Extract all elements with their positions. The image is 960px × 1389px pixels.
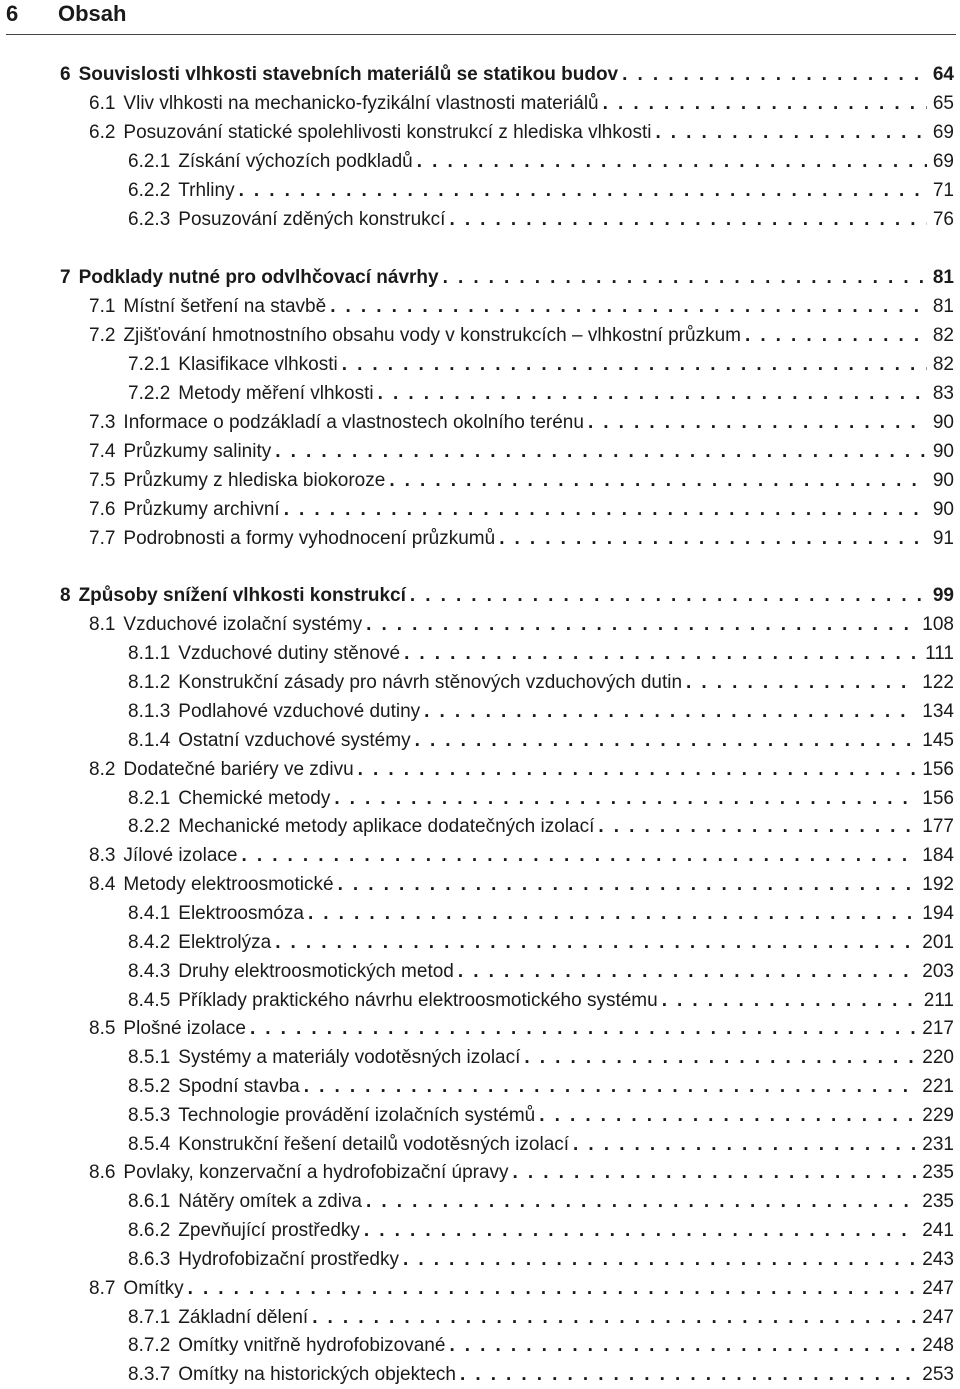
toc-chapter-entry[interactable]: [0, 264, 960, 292]
header-divider: [6, 34, 956, 35]
toc-entry-title: Vzduchové izolační systémy: [123, 614, 363, 635]
toc-entry-number: 7.2: [89, 325, 116, 346]
toc-entry-title: Získání výchozích podkladů: [178, 151, 413, 172]
toc-entry-page: 221: [922, 1076, 954, 1097]
toc-subsection-entry[interactable]: [0, 900, 960, 928]
toc-entry-title: Zjišťování hmotnostního obsahu vody v konstrukcích – vlhkostní průzkum: [123, 325, 741, 346]
toc-dot-leader: [358, 756, 917, 784]
toc-subsection-entry[interactable]: [0, 640, 960, 668]
toc-entry-number: 8.4.5: [128, 990, 171, 1011]
toc-section-entry[interactable]: [0, 467, 960, 495]
toc-section-entry[interactable]: [0, 1275, 960, 1303]
toc-entry-title: Vliv vlhkosti na mechanicko-fyzikální vlastnosti materiálů: [123, 93, 599, 114]
toc-entry-number: 7.4: [89, 441, 116, 462]
toc-entry-title: Omítky na historických objektech: [178, 1364, 456, 1385]
toc-subsection-entry[interactable]: [0, 351, 960, 379]
toc-entry-page: 241: [922, 1220, 954, 1241]
toc-entry-page: 90: [932, 499, 954, 520]
toc-entry-number: 8.5.1: [128, 1047, 171, 1068]
toc-subsection-entry[interactable]: [0, 148, 960, 176]
page-header: [0, 0, 960, 40]
toc-entry-page: 253: [922, 1364, 954, 1385]
toc-subsection-entry[interactable]: [0, 1304, 960, 1332]
toc-subsection-entry[interactable]: [0, 1044, 960, 1072]
toc-entry-title: Podrobnosti a formy vyhodnocení průzkumů: [123, 528, 496, 549]
toc-subsection-entry[interactable]: [0, 958, 960, 986]
toc-entry-number: 8.6.2: [128, 1220, 171, 1241]
toc-entry-title: Plošné izolace: [123, 1018, 246, 1039]
toc-entry-page: 83: [932, 383, 954, 404]
toc-entry-page: 99: [932, 585, 954, 606]
toc-dot-leader: [588, 409, 927, 437]
toc-dot-leader: [378, 380, 927, 408]
toc-dot-leader: [458, 958, 916, 986]
toc-chapter-entry[interactable]: [0, 582, 960, 610]
toc-entry-page: 64: [932, 64, 954, 85]
toc-entry-page: 192: [922, 874, 954, 895]
toc-entry-page: 90: [932, 441, 954, 462]
toc-entry-title: Povlaky, konzervační a hydrofobizační úpravy: [123, 1162, 509, 1183]
toc-entry-number: 8.6: [89, 1162, 116, 1183]
toc-entry-page: 71: [932, 180, 954, 201]
toc-entry-page: 69: [932, 151, 954, 172]
toc-entry-page: 111: [925, 643, 954, 664]
toc-entry-number: 8.2.1: [128, 788, 171, 809]
toc-subsection-entry[interactable]: [0, 669, 960, 697]
toc-entry-number: 8: [60, 585, 71, 606]
toc-entry-page: 156: [922, 788, 954, 809]
toc-dot-leader: [449, 206, 926, 234]
toc-subsection-entry[interactable]: [0, 813, 960, 841]
toc-entry-page: 76: [932, 209, 954, 230]
toc-section-entry[interactable]: [0, 119, 960, 147]
toc-entry-page: 90: [932, 470, 954, 491]
toc-entry-title: Technologie provádění izolačních systémů: [178, 1105, 536, 1126]
toc-entry-title: Metody měření vlhkosti: [178, 383, 374, 404]
toc-entry-title: Mechanické metody aplikace dodatečných izolací: [178, 816, 595, 837]
toc-entry-title: Jílové izolace: [123, 845, 238, 866]
toc-entry-number: 6: [60, 64, 71, 85]
toc-dot-leader: [330, 293, 927, 321]
toc-subsection-entry[interactable]: [0, 1073, 960, 1101]
toc-entry-title: Omítky: [123, 1278, 184, 1299]
toc-entry-title: Hydrofobizační prostředky: [178, 1249, 399, 1270]
toc-dot-leader: [366, 611, 916, 639]
toc-entry-page: 177: [922, 816, 954, 837]
toc-dot-leader: [308, 900, 916, 928]
toc-entry-page: 122: [922, 672, 954, 693]
toc-dot-leader: [389, 467, 927, 495]
toc-dot-leader: [655, 119, 926, 147]
toc-dot-leader: [622, 61, 927, 89]
toc-entry-number: 8.7.2: [128, 1335, 171, 1356]
toc-section-entry[interactable]: [0, 496, 960, 524]
toc-entry-title: Elektroosmóza: [178, 903, 304, 924]
toc-entry-title: Posuzování statické spolehlivosti konstrukcí z hlediska vlhkosti: [123, 122, 652, 143]
toc-entry-number: 7.7: [89, 528, 116, 549]
toc-entry-number: 8.1.3: [128, 701, 171, 722]
toc-subsection-entry[interactable]: [0, 1246, 960, 1274]
toc-entry-title: Systémy a materiály vodotěsných izolací: [178, 1047, 521, 1068]
toc-entry-page: 82: [932, 354, 954, 375]
toc-chapter-entry[interactable]: [0, 61, 960, 89]
toc-entry-title: Ostatní vzduchové systémy: [178, 730, 411, 751]
toc-entry-number: 8.6.3: [128, 1249, 171, 1270]
toc-entry-number: 8.3: [89, 845, 116, 866]
toc-entry-title: Příklady praktického návrhu elektroosmotického systému: [178, 990, 658, 1011]
toc-dot-leader: [415, 727, 917, 755]
toc-entry-title: Způsoby snížení vlhkosti konstrukcí: [78, 585, 406, 606]
toc-entry-page: 247: [922, 1278, 954, 1299]
toc-entry-title: Metody elektroosmotické: [123, 874, 334, 895]
toc-subsection-entry[interactable]: [0, 727, 960, 755]
toc-entry-page: 194: [922, 903, 954, 924]
toc-section-entry[interactable]: [0, 756, 960, 784]
toc-section-entry[interactable]: [0, 90, 960, 118]
toc-entry-number: 6.2.2: [128, 180, 171, 201]
toc-entry-title: Dodatečné bariéry ve zdivu: [123, 759, 354, 780]
toc-entry-title: Místní šetření na stavbě: [123, 296, 327, 317]
toc-subsection-entry[interactable]: [0, 380, 960, 408]
toc-entry-title: Nátěry omítek a zdiva: [178, 1191, 363, 1212]
toc-dot-leader: [188, 1275, 917, 1303]
toc-subsection-entry[interactable]: [0, 1131, 960, 1159]
toc-entry-title: Konstrukční řešení detailů vodotěsných izolací: [178, 1134, 570, 1155]
toc-entry-title: Posuzování zděných konstrukcí: [178, 209, 446, 230]
toc-dot-leader: [499, 525, 927, 553]
toc-entry-number: 8.3.7: [128, 1364, 171, 1385]
toc-entry-title: Druhy elektroosmotických metod: [178, 961, 454, 982]
toc-entry-number: 7.5: [89, 470, 116, 491]
toc-entry-number: 8.5: [89, 1018, 116, 1039]
toc-dot-leader: [239, 177, 927, 205]
toc-entry-number: 8.7.1: [128, 1307, 171, 1328]
toc-entry-page: 81: [932, 296, 954, 317]
toc-entry-number: 8.2: [89, 759, 116, 780]
toc-entry-page: 217: [922, 1018, 954, 1039]
toc-entry-number: 7.6: [89, 499, 116, 520]
toc-entry-title: Průzkumy archivní: [123, 499, 280, 520]
toc-subsection-entry[interactable]: [0, 177, 960, 205]
toc-dot-leader: [524, 1044, 916, 1072]
toc-dot-leader: [241, 842, 916, 870]
toc-subsection-entry[interactable]: [0, 785, 960, 813]
toc-entry-page: 90: [932, 412, 954, 433]
toc-dot-leader: [603, 90, 927, 118]
toc-section-entry[interactable]: [0, 438, 960, 466]
toc-entry-number: 8.2.2: [128, 816, 171, 837]
toc-subsection-entry[interactable]: [0, 1188, 960, 1216]
toc-dot-leader: [598, 813, 916, 841]
toc-dot-leader: [364, 1217, 916, 1245]
toc-entry-page: 91: [932, 528, 954, 549]
toc-entry-page: 108: [922, 614, 954, 635]
toc-entry-number: 8.4.3: [128, 961, 171, 982]
toc-entry-title: Spodní stavba: [178, 1076, 300, 1097]
toc-dot-leader: [449, 1332, 916, 1360]
toc-entry-title: Souvislosti vlhkosti stavebních materiálů se statikou budov: [78, 64, 619, 85]
toc-subsection-entry[interactable]: [0, 987, 960, 1015]
toc-dot-leader: [443, 264, 927, 292]
toc-section-entry[interactable]: [0, 871, 960, 899]
toc-entry-number: 8.1: [89, 614, 116, 635]
toc-entry-title: Základní dělení: [178, 1307, 309, 1328]
toc-entry-page: 243: [922, 1249, 954, 1270]
toc-section-entry[interactable]: [0, 293, 960, 321]
toc-entry-number: 7: [60, 267, 71, 288]
toc-entry-page: 82: [932, 325, 954, 346]
toc-entry-page: 203: [922, 961, 954, 982]
toc-section-entry[interactable]: [0, 322, 960, 350]
toc-dot-leader: [662, 987, 918, 1015]
toc-entry-title: Podklady nutné pro odvlhčovací návrhy: [78, 267, 439, 288]
toc-entry-number: 8.1.1: [128, 643, 171, 664]
toc-subsection-entry[interactable]: [0, 929, 960, 957]
toc-entry-page: 134: [922, 701, 954, 722]
toc-dot-leader: [366, 1188, 916, 1216]
toc-entry-title: Informace o podzákladí a vlastnostech okolního terénu: [123, 412, 584, 433]
toc-subsection-entry[interactable]: [0, 1217, 960, 1245]
toc-entry-number: 7.2.2: [128, 383, 171, 404]
toc-entry-number: 6.1: [89, 93, 116, 114]
toc-entry-number: 8.5.3: [128, 1105, 171, 1126]
toc-entry-page: 235: [922, 1162, 954, 1183]
toc-entry-title: Elektrolýza: [178, 932, 272, 953]
toc-entry-number: 8.4.2: [128, 932, 171, 953]
toc-dot-leader: [404, 640, 919, 668]
toc-entry-title: Podlahové vzduchové dutiny: [178, 701, 421, 722]
toc-entry-page: 229: [922, 1105, 954, 1126]
toc-entry-number: 8.6.1: [128, 1191, 171, 1212]
toc-entry-page: 235: [922, 1191, 954, 1212]
toc-entry-number: 7.3: [89, 412, 116, 433]
toc-entry-number: 6.2: [89, 122, 116, 143]
toc-entry-number: 6.2.1: [128, 151, 171, 172]
toc-dot-leader: [334, 785, 916, 813]
toc-entry-title: Trhliny: [178, 180, 235, 201]
toc-dot-leader: [745, 322, 927, 350]
toc-entry-page: 211: [923, 990, 954, 1011]
toc-section-entry[interactable]: [0, 1015, 960, 1043]
toc-entry-title: Konstrukční zásady pro návrh stěnových vzduchových dutin: [178, 672, 683, 693]
toc-entry-number: 8.1.4: [128, 730, 171, 751]
toc-dot-leader: [460, 1361, 916, 1389]
toc-entry-number: 7.1: [89, 296, 116, 317]
toc-entry-page: 69: [932, 122, 954, 143]
toc-entry-title: Vzduchové dutiny stěnové: [178, 643, 401, 664]
toc-entry-page: 184: [922, 845, 954, 866]
toc-entry-number: 8.5.2: [128, 1076, 171, 1097]
toc-dot-leader: [250, 1015, 916, 1043]
toc-dot-leader: [410, 582, 927, 610]
toc-entry-page: 231: [922, 1134, 954, 1155]
toc-dot-leader: [312, 1304, 916, 1332]
toc-entry-number: 8.7: [89, 1278, 116, 1299]
toc-subsection-entry[interactable]: [0, 698, 960, 726]
page-number: 6: [6, 1, 19, 26]
toc-dot-leader: [403, 1246, 916, 1274]
toc-dot-leader: [275, 929, 916, 957]
toc-section-entry[interactable]: [0, 1159, 960, 1187]
toc-section-entry[interactable]: [0, 842, 960, 870]
toc-entry-number: 8.4.1: [128, 903, 171, 924]
toc-dot-leader: [573, 1131, 916, 1159]
toc-entry-title: Chemické metody: [178, 788, 331, 809]
toc-entry-number: 8.5.4: [128, 1134, 171, 1155]
toc-dot-leader: [686, 669, 916, 697]
toc-entry-number: 7.2.1: [128, 354, 171, 375]
toc-entry-page: 65: [932, 93, 954, 114]
toc-dot-leader: [417, 148, 927, 176]
toc-entry-title: Průzkumy salinity: [123, 441, 272, 462]
toc-subsection-entry[interactable]: [0, 1361, 960, 1389]
toc-entry-page: 156: [922, 759, 954, 780]
toc-entry-number: 8.1.2: [128, 672, 171, 693]
toc-entry-title: Omítky vnitřně hydrofobizované: [178, 1335, 446, 1356]
toc-dot-leader: [275, 438, 927, 466]
toc-dot-leader: [338, 871, 917, 899]
toc-subsection-entry[interactable]: [0, 206, 960, 234]
toc-entry-page: 201: [922, 932, 954, 953]
toc-dot-leader: [539, 1102, 916, 1130]
toc-entry-page: 247: [922, 1307, 954, 1328]
toc-section-entry[interactable]: [0, 611, 960, 639]
toc-dot-leader: [284, 496, 927, 524]
toc-section-entry[interactable]: [0, 409, 960, 437]
toc-entry-page: 220: [922, 1047, 954, 1068]
toc-entry-number: 6.2.3: [128, 209, 171, 230]
toc-entry-title: Průzkumy z hlediska biokoroze: [123, 470, 386, 491]
toc-section-entry[interactable]: [0, 525, 960, 553]
toc-dot-leader: [424, 698, 916, 726]
toc-entry-page: 248: [922, 1335, 954, 1356]
toc-subsection-entry[interactable]: [0, 1332, 960, 1360]
toc-entry-number: 8.4: [89, 874, 116, 895]
page-title: Obsah: [58, 1, 127, 26]
toc-subsection-entry[interactable]: [0, 1102, 960, 1130]
toc-dot-leader: [513, 1159, 917, 1187]
toc-entry-title: Zpevňující prostředky: [178, 1220, 360, 1241]
toc-dot-leader: [342, 351, 927, 379]
toc-entry-page: 145: [922, 730, 954, 751]
toc-entry-title: Klasifikace vlhkosti: [178, 354, 338, 375]
toc-entry-page: 81: [932, 267, 954, 288]
toc-dot-leader: [304, 1073, 917, 1101]
